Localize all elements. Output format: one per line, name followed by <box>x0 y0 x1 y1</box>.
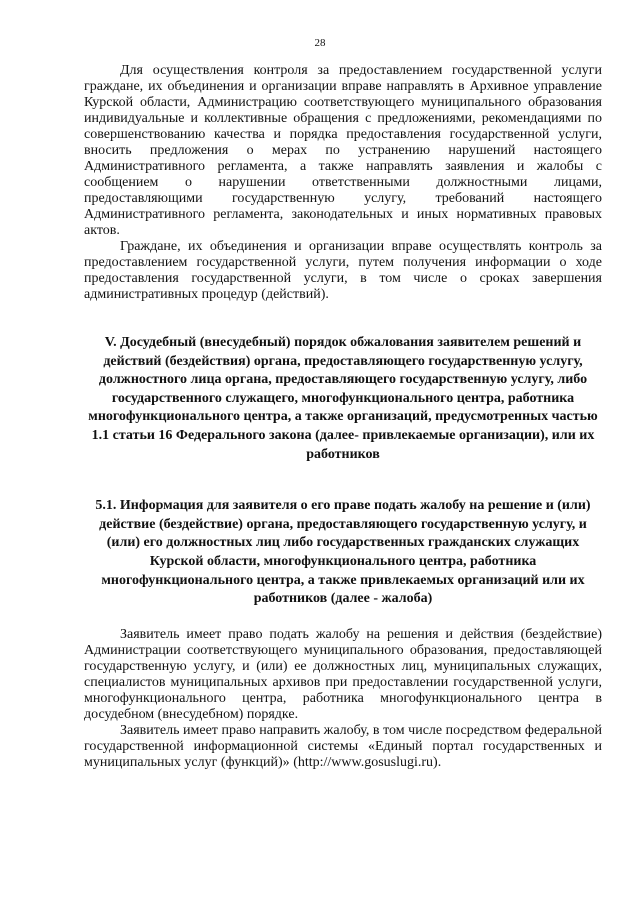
paragraph-control-rights: Для осуществления контроля за предоставлением государственной услуги граждане, их объединения и организации вправе направлять в Архивное управление Курской области, Администрацию соответствующего муниципального образования индивидуальные и коллективные обращения с предложениями, рекомендациями по совершенствованию качества и порядка предоставления государственной услуги, вносить предложения о мерах по устранению нарушений настоящего Административного регламента, а также направлять заявления и жалобы с сообщением о нарушении ответственными должностными лицами, предоставляющими государственную услугу, требований настоящего Административного регламента, законодательных и иных нормативных правовых актов. <box>84 63 602 238</box>
paragraph-end-punctuation: . <box>437 754 442 770</box>
section-heading: V. Досудебный (внесудебный) порядок обжалования заявителем решений и действий (бездействия) органа, предоставляющего государственную услугу, должностного лица органа, предоставляющего государственную услугу, либо государственного служащего, многофункционального центра, работника многофункционального центра, а также организаций, предусмотренных частью 1.1 статьи 16 Федерального закона (далее- привлекаемые организации), или их работников <box>88 335 598 462</box>
subsection-heading: 5.1. Информация для заявителя о его праве подать жалобу на решение и (или) действие (бездействие) органа, предоставляющего государственную услугу, и (или) его должностных лиц либо государственных гражданских служащих Курской области, многофункционального центра, работника многофункционального центра, а также привлекаемых организаций или их работников (далее - жалоба) <box>95 498 591 607</box>
paragraph-complaint-right: Заявитель имеет право подать жалобу на решения и действия (бездействие) Администрации соответствующего муниципального образования, предоставляющей государственную услугу, и (или) ее должностных лиц, муниципальных служащих, специалистов муниципальных архивов при предоставлении государственной услуги, многофункционального центра, работника многофункционального центра в досудебном (внесудебном) порядке. <box>84 626 602 722</box>
page-number: 28 <box>314 37 326 49</box>
gosuslugi-link[interactable]: (http://www.gosuslugi.ru) <box>293 754 438 770</box>
spacer <box>84 609 602 627</box>
spacer <box>84 303 602 334</box>
paragraph-control-information: Граждане, их объединения и организации вправе осуществлять контроль за предоставлением государственной услуги, путем получения информации о ходе предоставления государственной услуги, в том числе о сроках завершения административных процедур (действий). <box>84 239 602 302</box>
paragraph-complaint-portal <box>84 723 602 771</box>
paragraph-complaint-portal-text: Заявитель имеет право направить жалобу, в том числе посредством федеральной государственной информационной системы «Единый портал государственных и муниципальных услуг (функций)» <box>84 722 602 770</box>
page-content <box>84 63 602 771</box>
spacer <box>84 464 602 497</box>
